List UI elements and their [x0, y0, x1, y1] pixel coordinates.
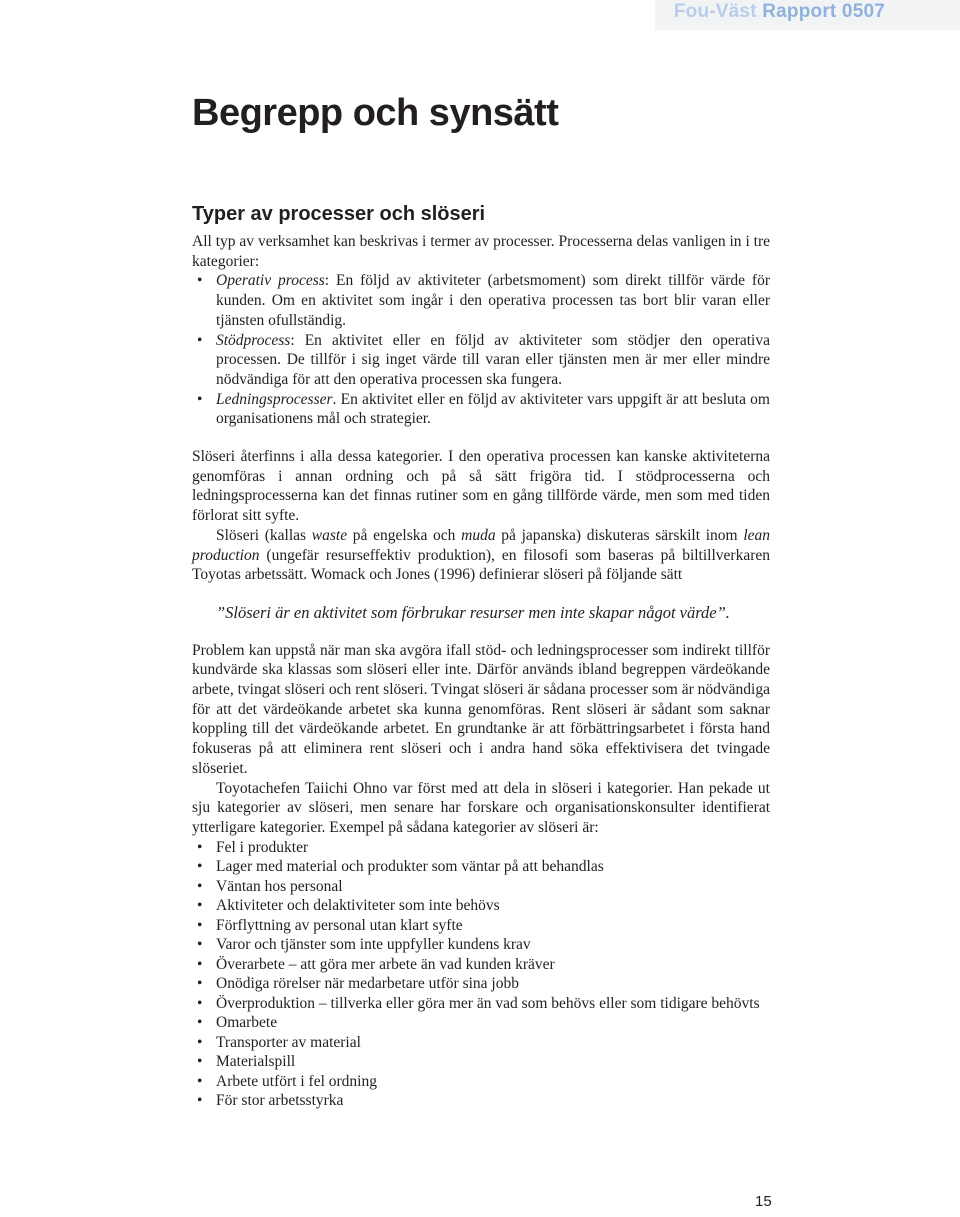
term-separator: . [332, 390, 341, 408]
p2-text-1: Slöseri (kallas [216, 526, 312, 544]
p2-term-muda: muda [461, 526, 496, 544]
intro-paragraph: All typ av verksamhet kan beskrivas i termer av processer. Processerna delas vanligen in i tre kategorier: [192, 233, 770, 270]
waste-paragraph-3: Problem kan uppstå när man ska avgöra ifall stöd- och ledningsprocesser som indirekt tillför kundvärde ska klassas som slöseri eller inte. Därför används ibland begreppen värdeökande arbete, tvingat slöseri och rent slöseri. Tvingat slöseri är sådana processer som är nödvändiga för att det värdeökande arbetet ska kunna genomföras. Rent slöseri är sådant som saknar koppling till det värdeökande arbetet. En grundtanke är att förbättringsarbetet i första hand fokuseras på att eliminera rent slöseri och i andra hand söka effektivisera det tvingade slöseriet. [192, 641, 770, 777]
p2-text-2: på engelska och [347, 526, 462, 544]
process-type-item [192, 390, 770, 429]
list-item: • Överproduktion – tillverka eller göra mer än vad som behövs eller som tidigare behövts [192, 994, 770, 1014]
waste-category-list [192, 838, 770, 1111]
process-type-text: En aktivitet eller en följd av aktiviteter som stödjer den operativa processen. De tillför i sig inget värde till varan eller tjänsten men är mer eller mindre nödvändiga för att den operativa processen ska fungera. [216, 331, 770, 388]
waste-paragraph-2 [192, 526, 770, 585]
process-type-text: En aktivitet eller en följd av aktiviteter vars uppgift är att besluta om organisationens mål och strategier. [216, 390, 770, 428]
page-number: 15 [755, 1193, 772, 1210]
list-item: • Överarbete – att göra mer arbete än vad kunden kräver [192, 955, 770, 975]
definition-quote: ”Slöseri är en aktivitet som förbrukar resurser men inte skapar något värde”. [216, 602, 730, 622]
list-item: • Aktiviteter och delaktiviteter som inte behövs [192, 896, 770, 916]
process-type-term: Ledningsprocesser [216, 390, 333, 408]
list-item: • Fel i produkter [192, 838, 770, 858]
waste-paragraph-1: Slöseri återfinns i alla dessa kategorier. I den operativa processen kan kanske aktiviteterna genomföras i annan ordning och på så sätt frigöra tid. I stödprocesserna och ledningsprocesserna kan det finnas rutiner som en gång tillförde värde, men som med tiden förlorat sitt syfte. [192, 448, 770, 525]
process-type-item [192, 271, 770, 330]
body-content [192, 232, 770, 1111]
p2-text-4: (ungefär resurseffektiv produktion), en filosofi som baseras på biltillverkaren Toyotas arbetssätt. Womack och Jones (1996) definierar slöseri på följande sätt [192, 546, 770, 584]
term-separator: : [324, 272, 336, 290]
list-item: • Onödiga rörelser när medarbetare utför sina jobb [192, 974, 770, 994]
p2-term-waste: waste [311, 526, 348, 544]
list-item: • Väntan hos personal [192, 877, 770, 897]
process-type-item [192, 331, 770, 390]
list-item: • Arbete utfört i fel ordning [192, 1072, 770, 1092]
header-org: Fou-Väst [673, 1, 757, 22]
list-item: • För stor arbetsstyrka [192, 1091, 770, 1111]
list-item: • Förflyttning av personal utan klart syfte [192, 916, 770, 936]
process-type-list [192, 271, 770, 429]
header-rapport: Rapport 0507 [762, 1, 885, 22]
p2-text-3: på japanska) diskuteras särskilt inom [495, 526, 744, 544]
report-header [655, 0, 960, 30]
waste-paragraph-4: Toyotachefen Taiichi Ohno var först med att dela in slöseri i kategorier. Han pekade ut sju kategorier av slöseri, men senare har forskare och organisationskonsulter identifierat ytterligare kategorier. Exempel på sådana kategorier av slöseri är: [192, 779, 770, 836]
term-separator: : [290, 331, 305, 349]
process-type-text: En följd av aktiviteter (arbetsmoment) som direkt tillför värde för kunden. Om en aktivitet som ingår i den operativa processen tas bort blir varan eller tjänsten ofullständig. [216, 272, 770, 329]
p2-term-lean-production: lean production [192, 526, 770, 564]
page-title: Begrepp och synsätt [192, 92, 559, 134]
report-header-text [674, 1, 885, 23]
process-type-term: Stödprocess [216, 331, 291, 349]
list-item: • Omarbete [192, 1013, 770, 1033]
list-item: • Lager med material och produkter som väntar på att behandlas [192, 857, 770, 877]
list-item: • Materialspill [192, 1052, 770, 1072]
process-type-term: Operativ process [216, 272, 325, 290]
section-title: Typer av processer och slöseri [192, 203, 486, 225]
list-item: • Varor och tjänster som inte uppfyller kundens krav [192, 935, 770, 955]
list-item: • Transporter av material [192, 1033, 770, 1053]
